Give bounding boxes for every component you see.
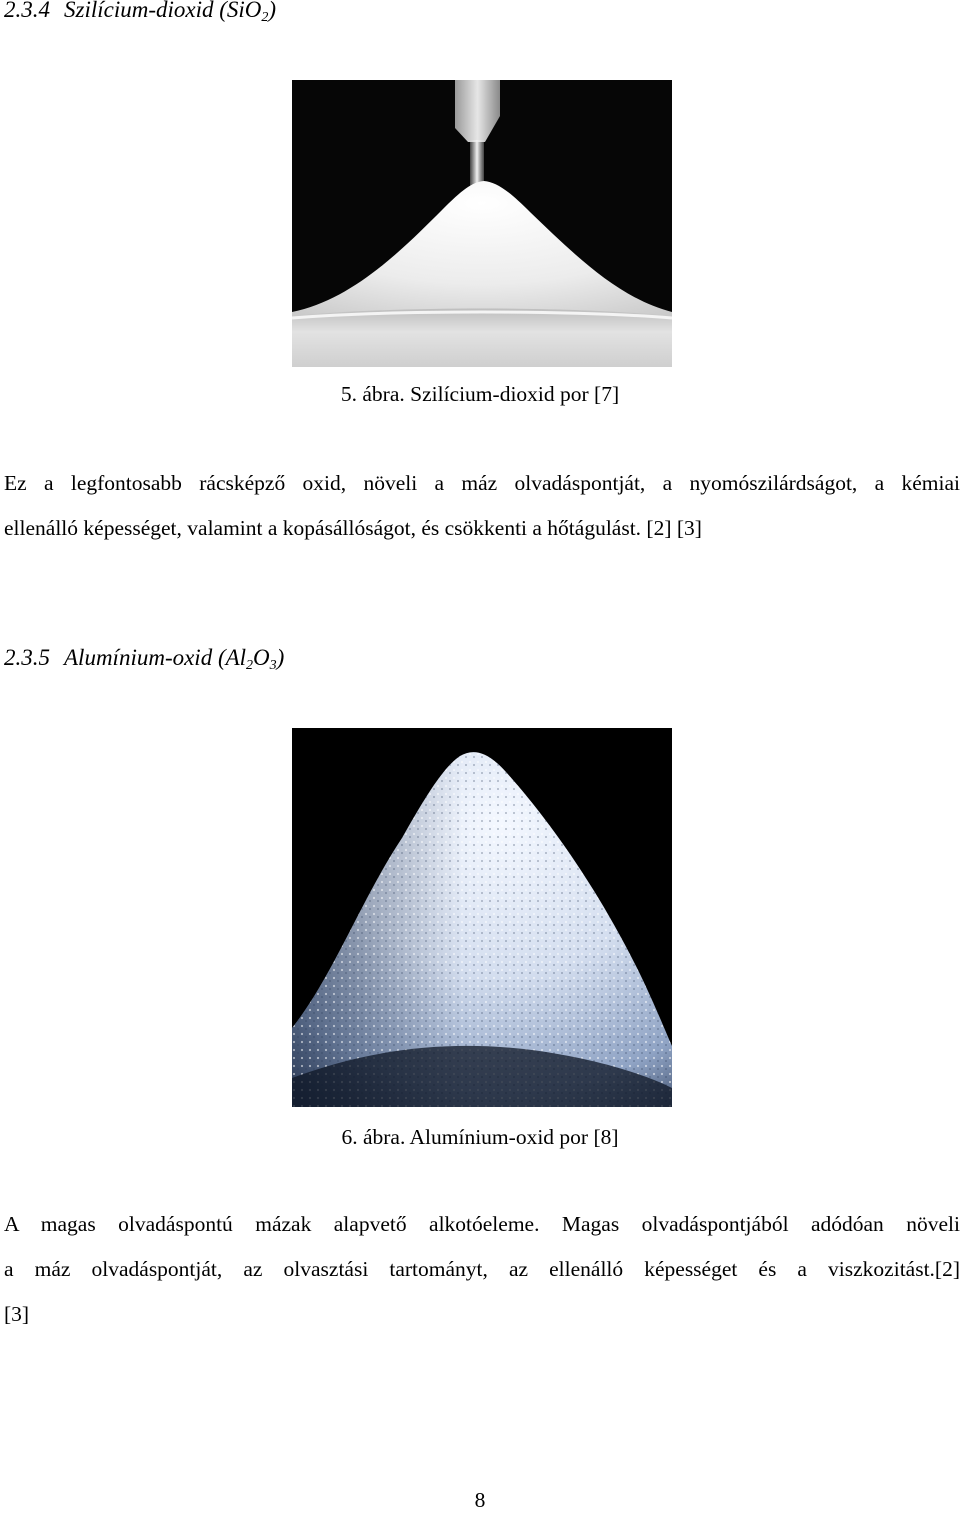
subscript: 2: [246, 658, 254, 673]
figure-caption: 6. ábra. Alumínium-oxid por [8]: [341, 1125, 619, 1149]
subscript: 2: [261, 10, 269, 25]
paragraph-line: a máz olvadáspontját, az olvasztási tartományt, az ellenálló képességet és a viszkozitást.[2]: [4, 1257, 960, 1281]
paragraph-line: A magas olvadáspontú mázak alapvető alkotóeleme. Magas olvadáspontjából adódóan növeli: [4, 1212, 960, 1236]
silica-powder-photo: [292, 80, 672, 367]
section-number: 2.3.5: [4, 645, 50, 670]
subscript: 3: [269, 658, 277, 673]
paragraph-line: [3]: [4, 1302, 30, 1326]
silica-powder-image: [292, 80, 672, 367]
alumina-powder-photo: [292, 728, 672, 1107]
section-heading-silica: [4, 0, 276, 23]
section-title: Alumínium-oxid (Al: [64, 645, 247, 670]
section-title-mid: O: [253, 645, 270, 670]
section-number: 2.3.4: [4, 0, 50, 22]
paragraph-line: ellenálló képességet, valamint a kopásállóságot, és csökkenti a hőtágulást. [2] [3]: [4, 516, 702, 540]
section-heading-alumina: [4, 645, 284, 671]
paragraph-line: Ez a legfontosabb rácsképző oxid, növeli a máz olvadáspontját, a nyomószilárdságot, a kémiai: [4, 471, 960, 495]
figure-caption: 5. ábra. Szilícium-dioxid por [7]: [340, 382, 620, 406]
section-title-end: ): [276, 645, 285, 670]
paragraph-silica: [4, 461, 960, 551]
alumina-powder-image: [292, 728, 672, 1107]
page-number: 8: [474, 1488, 486, 1512]
section-title: Szilícium-dioxid (SiO: [64, 0, 262, 22]
section-title-end: ): [268, 0, 277, 22]
paragraph-alumina: [4, 1202, 960, 1337]
